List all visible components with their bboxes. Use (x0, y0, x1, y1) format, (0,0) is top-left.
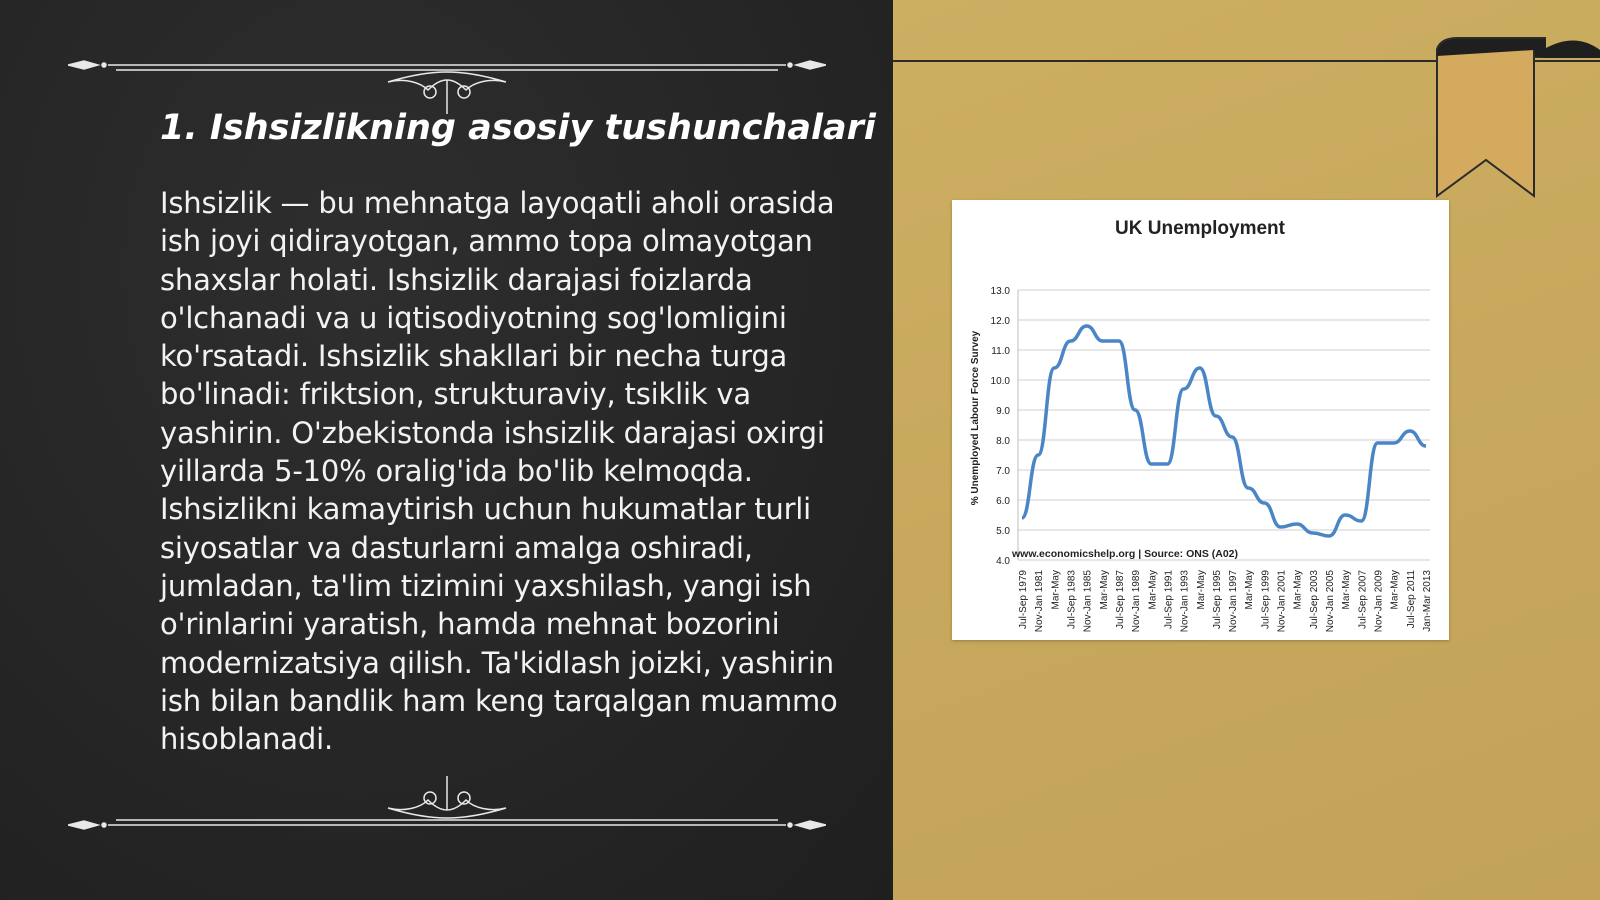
x-tick-label: Jul-Sep 1999 (1260, 570, 1272, 629)
unemployment-chart (952, 200, 1449, 640)
x-tick-label: Mar-May (1050, 570, 1062, 610)
slide-body-text: Ishsizlik — bu mehnatga layoqatli aholi orasida ish joyi qidirayotgan, ammo topa olmayotgan shaxslar holati. Ishsizlik darajasi foizlarda o'lchanadi va u iqtisodiyotning sog'lomligini ko'rsatadi. Ishsizlik shakllari bir necha turga bo'linadi: friktsion, strukturaviy, tsiklik va yashirin. O'zbekistonda ishsizlik darajasi oxirgi yillarda 5-10% oralig'ida bo'lib kelmoqda. Ishsizlikni kamaytirish uchun hukumatlar turli siyosatlar va dasturlarni amalga oshiradi, jumladan, ta'lim tizimini yaxshilash, yangi ish o'rinlarini yaratish, hamda mehnat bozorini modernizatsiya qilish. Ta'kidlash joizki, yashirin ish bilan bandlik ham keng tarqalgan muammo hisoblanadi. (160, 186, 838, 757)
chart-source-note: www.economicshelp.org | Source: ONS (A02) (1012, 548, 1239, 560)
x-tick-label: Mar-May (1195, 570, 1207, 610)
x-tick-label: Nov-Jan 1989 (1131, 570, 1143, 633)
x-tick-label: Jul-Sep 1995 (1211, 570, 1223, 629)
chart-title: UK Unemployment (1115, 218, 1285, 239)
x-tick-label: Nov-Jan 1997 (1228, 570, 1240, 633)
x-tick-label: Mar-May (1147, 570, 1159, 610)
x-tick-label: Jul-Sep 2011 (1405, 570, 1417, 629)
ornament-divider-icon (68, 770, 826, 840)
y-tick-label: 10.0 (990, 376, 1010, 387)
y-tick-label: 7.0 (996, 466, 1010, 477)
y-tick-label: 9.0 (996, 406, 1010, 417)
x-tick-label: Jul-Sep 1983 (1066, 570, 1078, 629)
x-tick-label: Nov-Jan 1981 (1034, 570, 1046, 633)
x-tick-label: Jul-Sep 1987 (1114, 570, 1126, 629)
chart-card (952, 200, 1449, 640)
y-tick-label: 11.0 (991, 346, 1010, 357)
x-tick-label: Mar-May (1341, 570, 1353, 610)
slide-title: 1. Ishsizlikning asosiy tushunchalari (160, 108, 876, 148)
x-tick-label: Nov-Jan 2005 (1325, 570, 1337, 633)
x-tick-label: Mar-May (1389, 570, 1401, 610)
x-tick-label: Jan-Mar 2013 (1422, 570, 1433, 632)
y-tick-label: 4.0 (996, 556, 1010, 567)
x-tick-label: Mar-May (1098, 570, 1110, 610)
x-tick-label: Jul-Sep 2007 (1357, 570, 1369, 629)
x-tick-label: Mar-May (1244, 570, 1256, 610)
y-tick-label: 5.0 (996, 526, 1010, 537)
x-tick-label: Jul-Sep 2003 (1308, 570, 1320, 629)
y-tick-label: 12.0 (990, 316, 1010, 327)
bookmark-ribbon-icon (1436, 36, 1600, 206)
x-tick-label: Nov-Jan 1993 (1179, 570, 1191, 633)
x-tick-label: Mar-May (1292, 570, 1304, 610)
y-tick-label: 8.0 (996, 436, 1010, 447)
y-tick-label: 13.0 (990, 286, 1010, 297)
y-axis-label: % Unemployed Labour Force Survey (970, 330, 981, 506)
x-tick-label: Jul-Sep 1991 (1163, 570, 1175, 629)
x-tick-label: Nov-Jan 2009 (1373, 570, 1385, 633)
x-tick-label: Jul-Sep 1979 (1018, 570, 1029, 629)
y-tick-label: 6.0 (996, 496, 1010, 507)
x-tick-label: Nov-Jan 1985 (1082, 570, 1094, 633)
x-tick-label: Nov-Jan 2001 (1276, 570, 1288, 633)
series-line (1022, 326, 1426, 536)
